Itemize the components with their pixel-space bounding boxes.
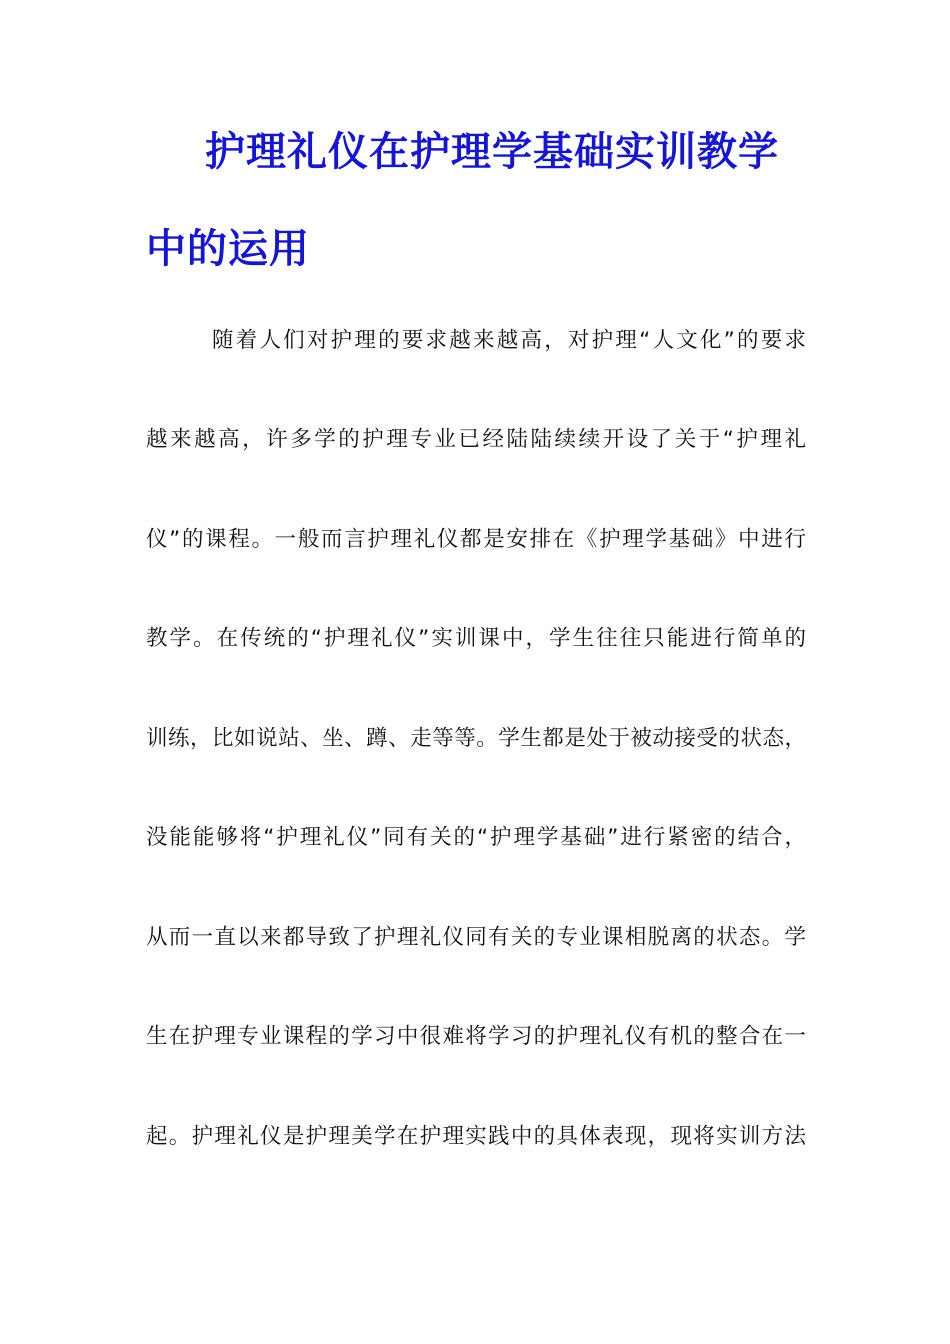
paragraph-line-6: 没能能够将“护理礼仪”同有关的“护理学基础”进行紧密的结合， [146,825,806,850]
paragraph-line-1: 随着人们对护理的要求越来越高，对护理“人文化”的要求 [212,328,806,353]
paragraph-line-4: 教学。在传统的“护理礼仪”实训课中，学生往往只能进行简单的 [146,626,806,651]
paragraph-line-9: 起。护理礼仪是护理美学在护理实践中的具体表现，现将实训方法 [146,1124,806,1149]
paragraph-line-8: 生在护理专业课程的学习中很难将学习的护理礼仪有机的整合在一 [146,1024,806,1049]
paragraph-line-5: 训练，比如说站、坐、蹲、走等等。学生都是处于被动接受的状态， [146,726,806,751]
paragraph-line-2: 越来越高，许多学的护理专业已经陆陆续续开设了关于“护理礼 [146,427,806,452]
paragraph-line-3: 仪”的课程。一般而言护理礼仪都是安排在《护理学基础》中进行 [146,527,806,552]
document-title-line-2: 中的运用 [146,226,310,272]
paragraph-line-7: 从而一直以来都导致了护理礼仪同有关的专业课相脱离的状态。学 [146,925,806,950]
document-title-line-1: 护理礼仪在护理学基础实训教学 [205,129,779,175]
